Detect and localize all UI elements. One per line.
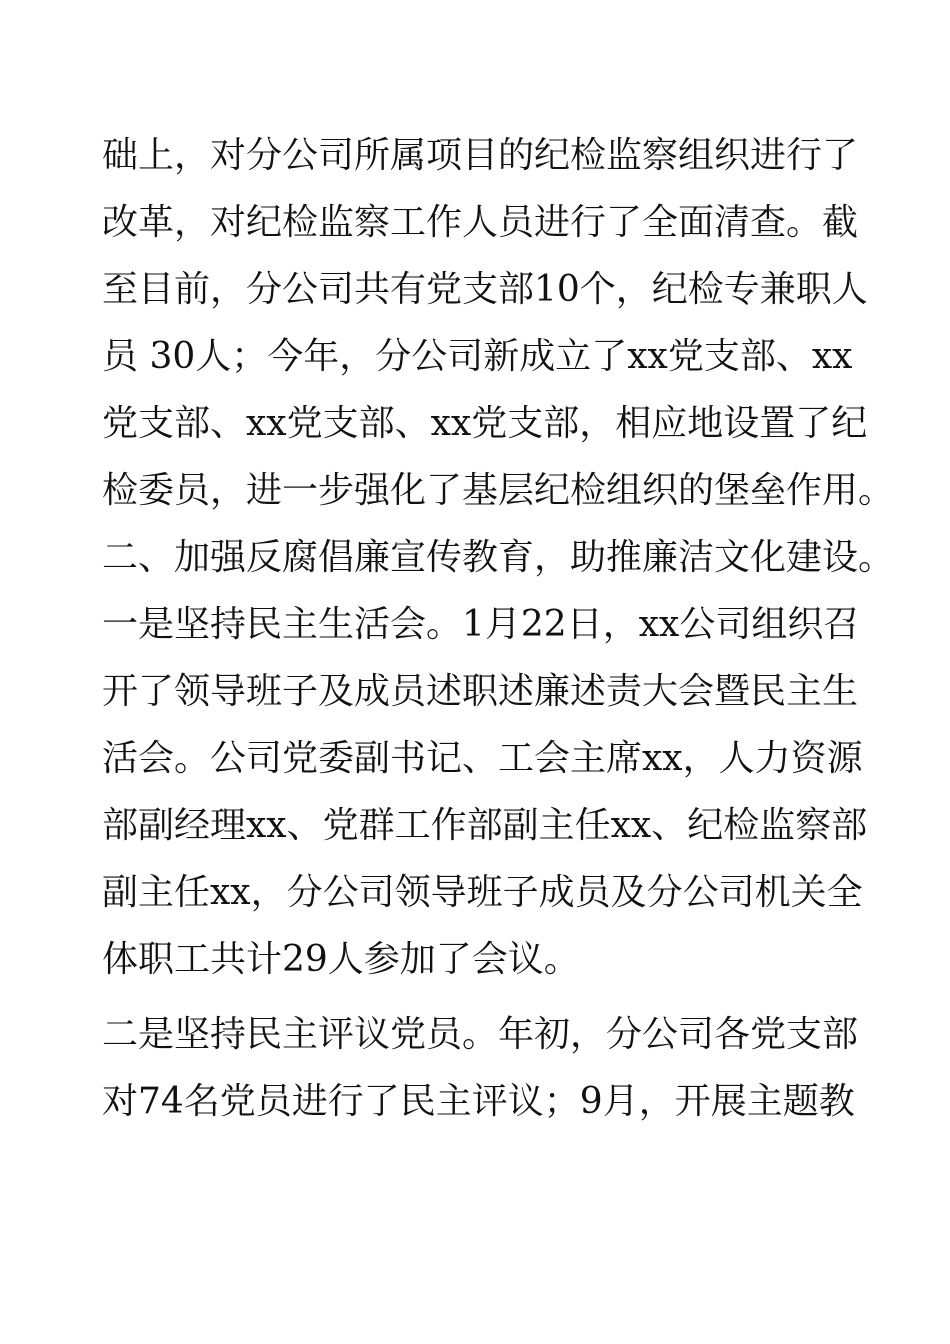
body-text (102, 122, 895, 1135)
text-line: 对74名党员进行了民主评议；9月，开展主题教 (102, 1081, 855, 1122)
text-line: 党支部、xx党支部、xx党支部，相应地设置了纪 (102, 403, 868, 444)
paragraph-gap (102, 993, 862, 1001)
text-line: 员 30人；今年，分公司新成立了xx党支部、xx (102, 336, 853, 377)
text-line: 体职工共计29人参加了会议。 (102, 939, 580, 980)
text-line: 改革，对纪检监察工作人员进行了全面清查。截 (102, 202, 859, 243)
text-line: 开了领导班子及成员述职述廉述责大会暨民主生 (102, 671, 859, 712)
text-line: 二是坚持民主评议党员。年初，分公司各党支部 (102, 1014, 859, 1055)
text-line: 部副经理xx、党群工作部副主任xx、纪检监察部 (102, 805, 868, 846)
text-line: 检委员，进一步强化了基层纪检组织的堡垒作用。 (102, 470, 895, 511)
text-line: 活会。公司党委副书记、工会主席xx，人力资源 (102, 738, 863, 779)
text-line: 副主任xx，分公司领导班子成员及分公司机关全 (102, 872, 863, 913)
section-heading: 二、加强反腐倡廉宣传教育，助推廉洁文化建设。 (102, 537, 895, 578)
text-line: 至目前，分公司共有党支部10个，纪检专兼职人 (102, 269, 868, 310)
text-line: 一是坚持民主生活会。1月22日，xx公司组织召 (102, 604, 860, 645)
text-line: 础上，对分公司所属项目的纪检监察组织进行了 (102, 135, 859, 176)
